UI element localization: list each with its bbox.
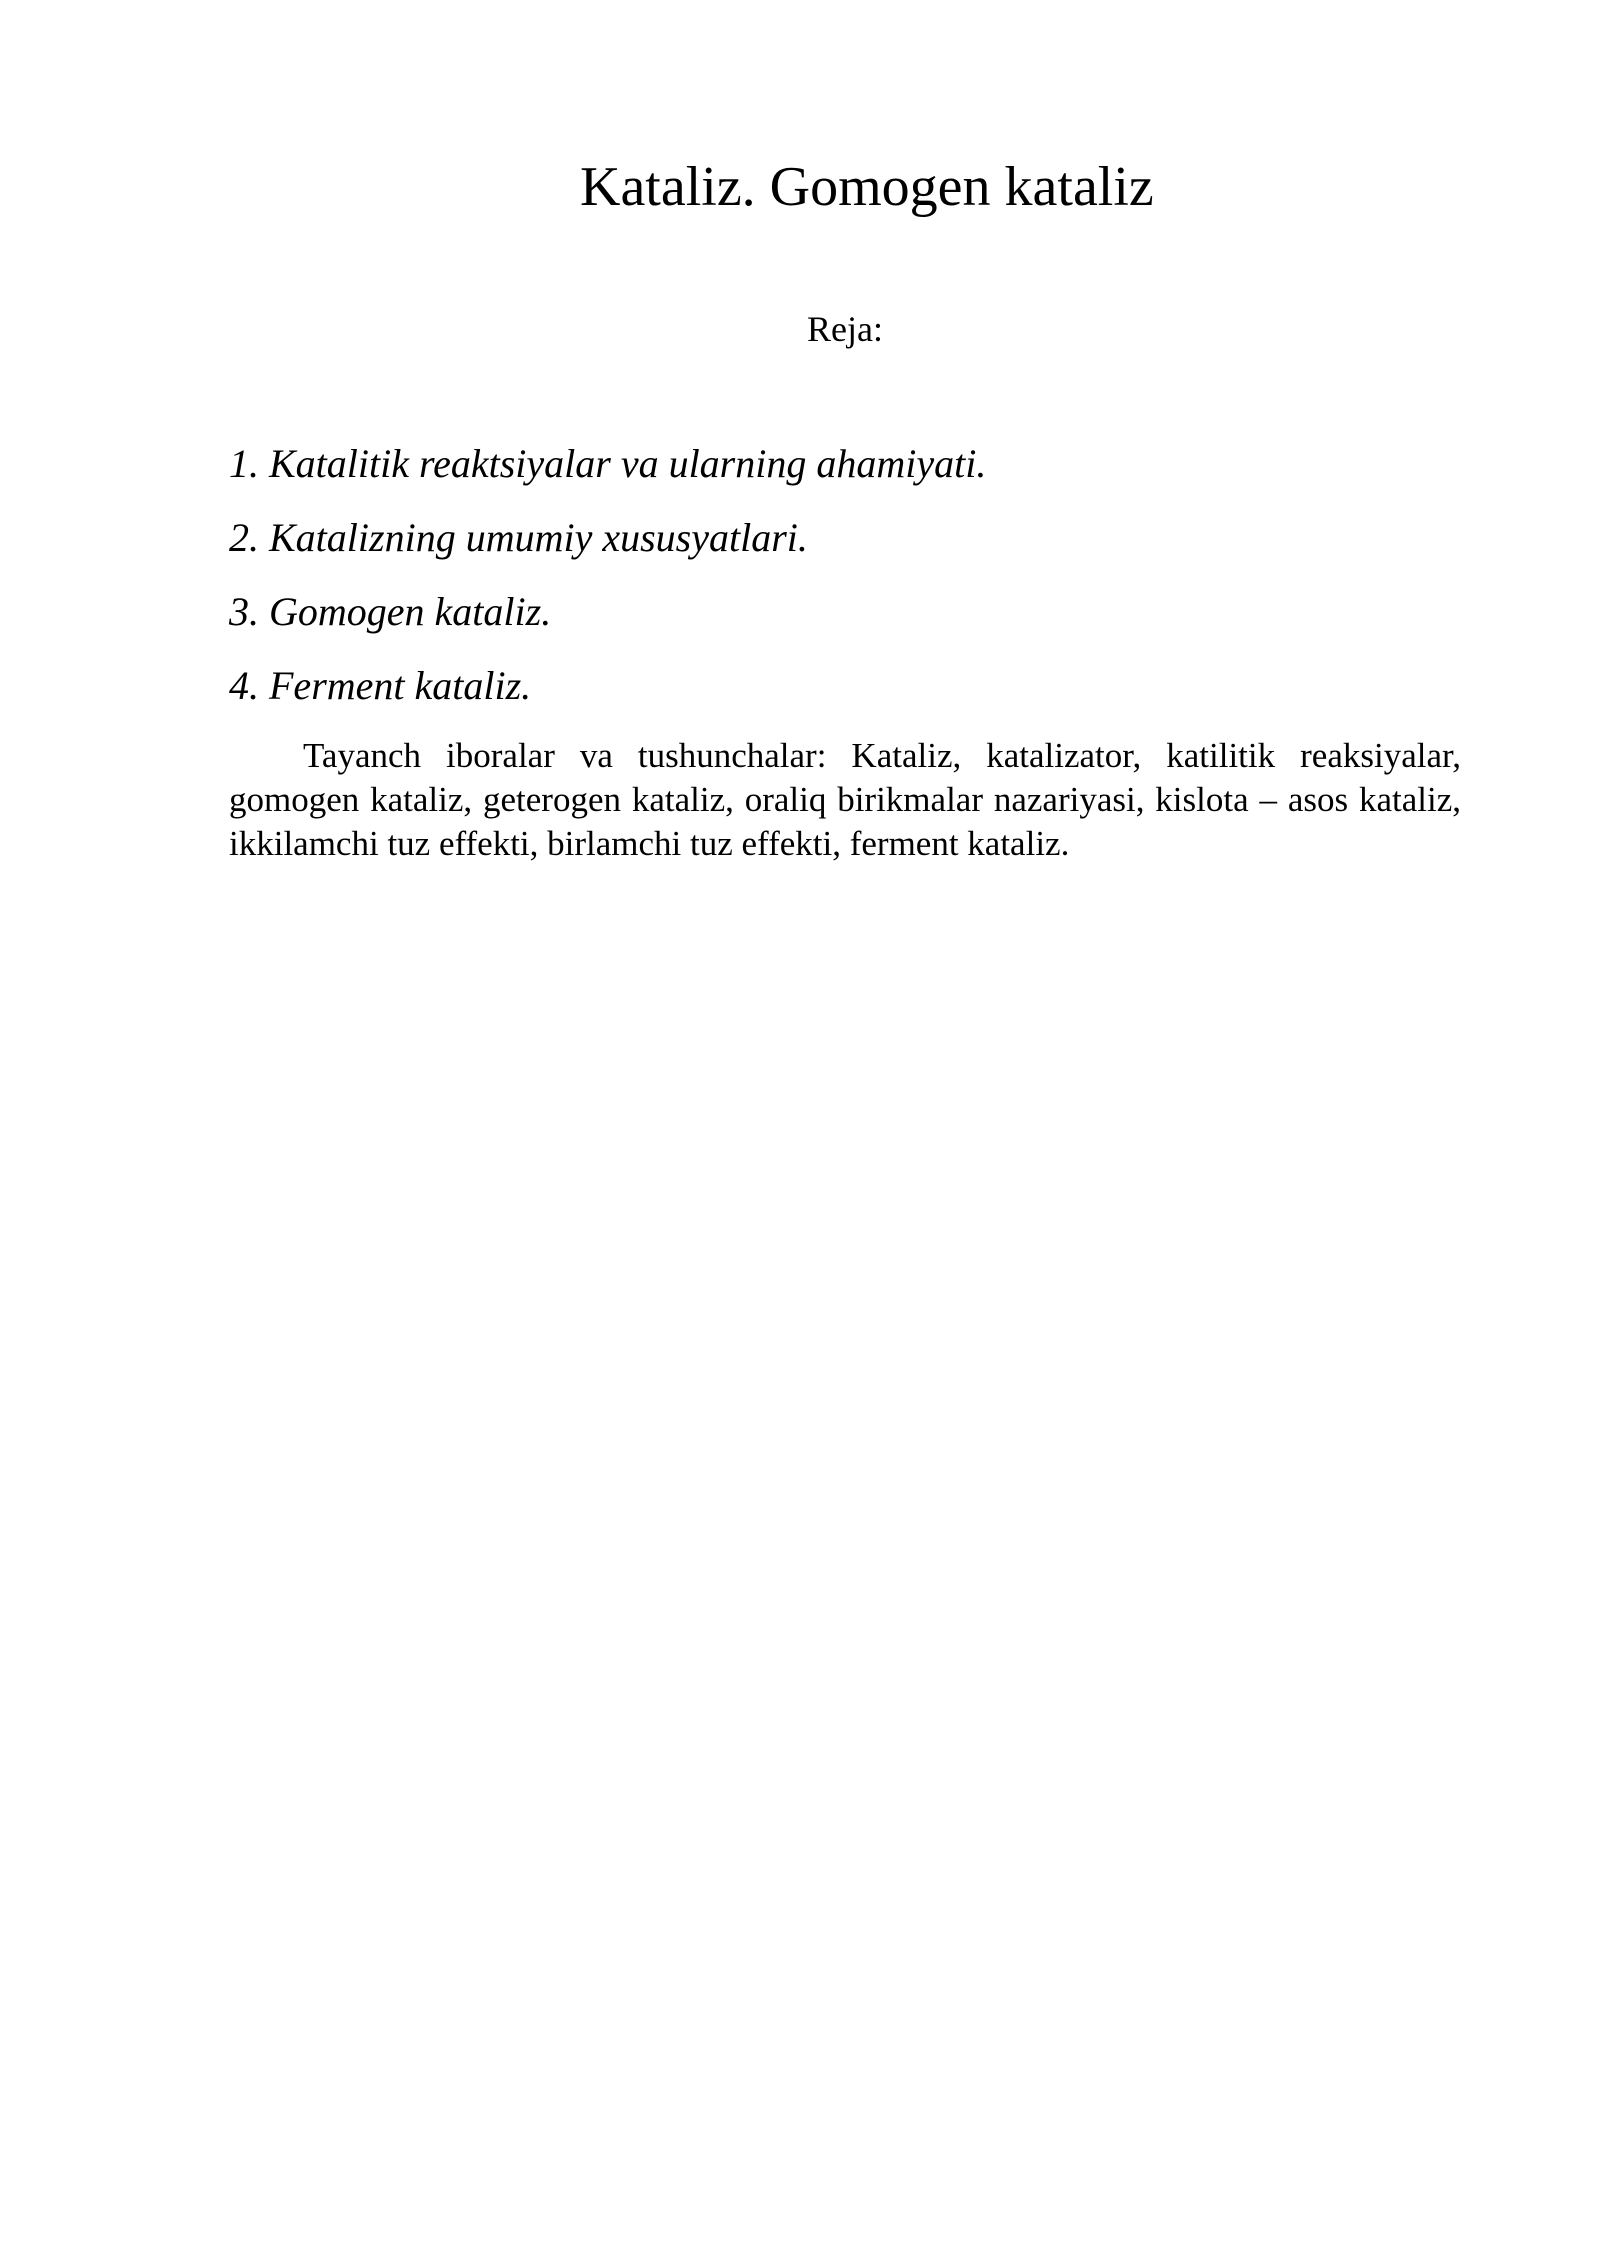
keywords-paragraph: Tayanch iboralar va tushunchalar: Kataliz, katalizator, katilitik reaksiyalar, gomogen kataliz, geterogen kataliz, oraliq birikmalar nazariyasi, kislota – asos kataliz, ikkilamchi tuz effekti, birlamchi tuz effekti, ferment kataliz. — [229, 736, 1461, 863]
plan-item: 1. Katalitik reaktsiyalar va ularning ahamiyati. — [229, 441, 987, 486]
page-title: Kataliz. Gomogen kataliz — [580, 156, 1154, 218]
plan-item: 2. Katalizning umumiy xususyatlari. — [229, 515, 808, 560]
plan-item: 3. Gomogen kataliz. — [229, 589, 552, 634]
plan-item: 4. Ferment kataliz. — [229, 663, 532, 708]
plan-list — [229, 438, 986, 734]
plan-heading: Reja: — [807, 309, 883, 349]
